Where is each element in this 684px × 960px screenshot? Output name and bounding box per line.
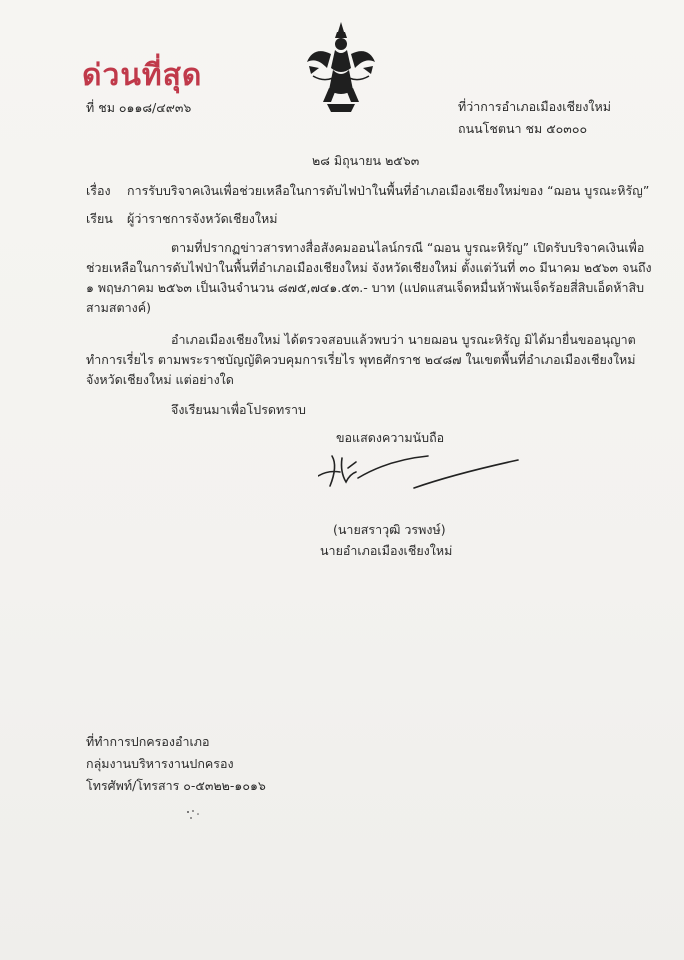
paragraph-line: อำเภอเมืองเชียงใหม่ ได้ตรวจสอบแล้วพบว่า นายฌอน บูรณะหิรัญ มิได้มายื่นขออนุญาต — [171, 332, 636, 347]
document-number: ที่ ชม ๐๑๑๘/๔๙๓๖ — [86, 100, 192, 115]
paragraph-line: ทำการเรี่ยไร ตามพระราชบัญญัติควบคุมการเรี่ยไร พุทธศักราช ๒๔๘๗ ในเขตพื้นที่อำเภอเมืองเชียงใหม่ — [86, 352, 636, 367]
recipient-text: ผู้ว่าราชการจังหวัดเชียงใหม่ — [127, 211, 278, 226]
handwritten-signature — [318, 448, 528, 498]
body-paragraph-2 — [86, 330, 636, 390]
signatory-position: นายอำเภอเมืองเชียงใหม่ — [320, 543, 453, 558]
document-date: ๒๘ มิถุนายน ๒๕๖๓ — [312, 153, 420, 168]
paragraph-line: จังหวัดเชียงใหม่ แต่อย่างใด — [86, 372, 234, 387]
paragraph-line: สามสตางค์) — [86, 300, 151, 315]
issuer-office: ที่ว่าการอำเภอเมืองเชียงใหม่ — [458, 99, 612, 114]
signatory-name: (นายสราวุฒิ วรพงษ์) — [333, 522, 446, 537]
footer-unit: กลุ่มงานบริหารงานปกครอง — [86, 756, 234, 771]
subject-label: เรื่อง — [86, 183, 111, 198]
subject-text: การรับบริจาคเงินเพื่อช่วยเหลือในการดับไฟป่าในพื้นที่อำเภอเมืองเชียงใหม่ของ “ฌอน บูรณะหิรัญ” — [127, 183, 650, 198]
recipient-label: เรียน — [86, 211, 113, 226]
paragraph-line: ตามที่ปรากฏข่าวสารทางสื่อสังคมออนไลน์กรณี “ฌอน บูรณะหิรัญ” เปิดรับบริจาคเงินเพื่อ — [171, 240, 645, 255]
respect-phrase: ขอแสดงความนับถือ — [336, 430, 445, 445]
body-paragraph-1 — [86, 238, 652, 318]
paragraph-line: ช่วยเหลือในการดับไฟป่าในพื้นที่อำเภอเมืองเชียงใหม่ จังหวัดเชียงใหม่ ตั้งแต่วันที่ ๓๐ มีนาคม ๒๕๖๓ จนถึง — [86, 260, 652, 275]
urgency-stamp: ด่วนที่สุด — [82, 58, 203, 93]
issuer-address: ถนนโชตนา ชม ๕๐๓๐๐ — [458, 121, 588, 136]
footer-office: ที่ทำการปกครองอำเภอ — [86, 734, 210, 749]
closing-phrase: จึงเรียนมาเพื่อโปรดทราบ — [171, 402, 306, 417]
paragraph-line: ๑ พฤษภาคม ๒๕๖๓ เป็นเงินจำนวน ๘๗๕,๗๔๑.๕๓.- บาท (แปดแสนเจ็ดหมื่นห้าพันเจ็ดร้อยสี่สิบเอ็ดห้าสิบ — [86, 280, 645, 295]
footer-phone: โทรศัพท์/โทรสาร ๐-๕๓๒๒-๑๐๑๖ — [86, 778, 266, 793]
garuda-emblem-icon — [305, 18, 377, 118]
ink-speck — [184, 808, 204, 822]
